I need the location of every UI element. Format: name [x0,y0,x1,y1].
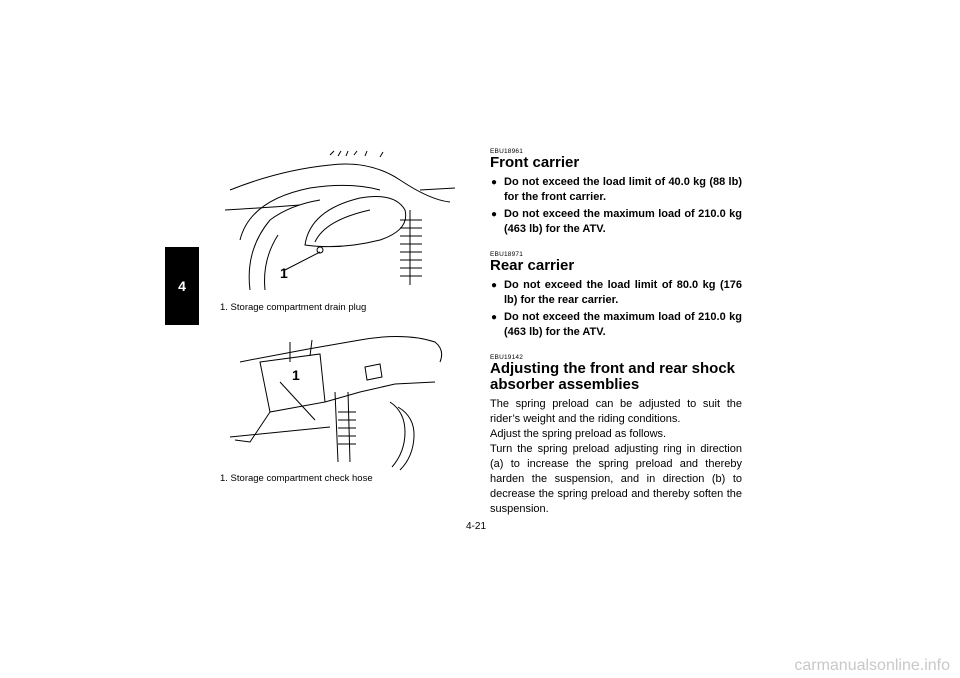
figure1-callout: 1 [280,265,288,281]
body-paragraph: The spring preload can be adjusted to suit the rider’s weight and the riding conditions. [490,398,742,425]
figure2-callout: 1 [292,367,300,383]
warning-item: ● Do not exceed the maximum load of 210.0 kg (463 lb) for the ATV. [491,311,742,338]
section-title: Front carrier [490,154,580,171]
bullet-icon: ● [491,177,498,188]
section-title: Adjusting the front and rear shock absorber assemblies [490,360,736,393]
figure2-caption: 1. Storage compartment check hose [220,473,373,484]
section-front-carrier [490,148,742,237]
bullet-icon: ● [491,280,498,291]
warning-item: ● Do not exceed the load limit of 40.0 kg (88 lb) for the front carrier. [491,176,742,203]
section-code: EBU18961 [490,148,524,155]
body-paragraph: Turn the spring preload adjusting ring in direction (a) to increase the spring preload and thereby harden the suspension, and in direction (b) to decrease the spring preload and thereby soften the suspension. [490,443,742,515]
bullet-icon: ● [491,312,498,323]
warning-item: ● Do not exceed the load limit of 80.0 kg (176 lb) for the rear carrier. [491,279,742,306]
figure-check-hose [220,322,460,472]
chapter-tab: 4 [165,247,199,325]
warning-item: ● Do not exceed the maximum load of 210.0 kg (463 lb) for the ATV. [491,208,742,235]
text-column [490,148,742,531]
warning-list [490,278,742,340]
body-paragraph: Adjust the spring preload as follows. [490,428,667,440]
figure1-caption: 1. Storage compartment drain plug [220,302,367,313]
check-hose-illustration [220,322,460,472]
bullet-icon: ● [491,209,498,220]
drain-plug-illustration [220,150,460,295]
section-code: EBU19142 [490,354,524,361]
page-number: 4-21 [466,521,487,532]
warning-list [490,175,742,237]
section-code: EBU18971 [490,251,524,258]
section-shock-absorber [490,354,742,517]
section-title: Rear carrier [490,257,575,274]
watermark: carmanualsonline.info [794,657,950,674]
figure-drain-plug [220,150,460,295]
section-rear-carrier [490,251,742,340]
